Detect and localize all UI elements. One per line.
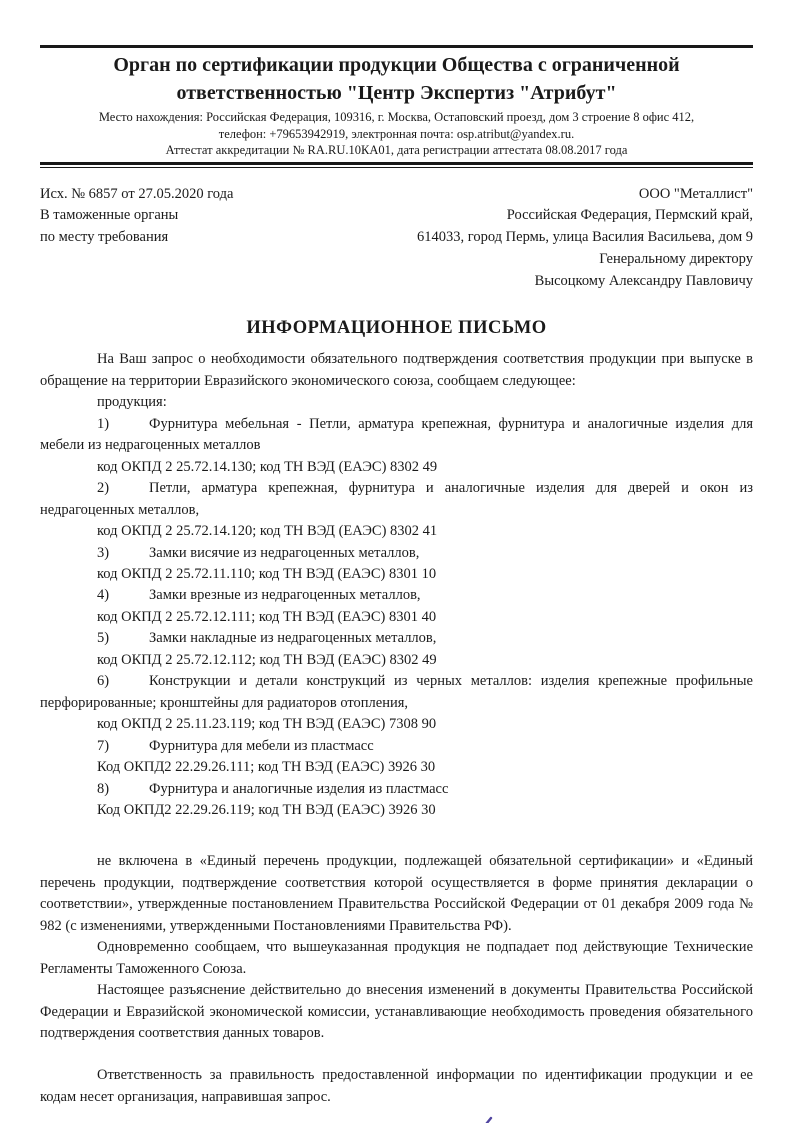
header-rule bbox=[40, 162, 753, 168]
item-text: Фурнитура для мебели из пластмасс bbox=[149, 737, 374, 754]
addressee-line1: В таможенные органы bbox=[40, 207, 179, 224]
paragraph-validity: Настоящее разъяснение действительно до внесения изменений в документы Правительства Российской Федерации и Евразийской экономической комиссии, устанавливающие необходимость проведения обязательного подтверждения соответствия данных товаров. bbox=[40, 982, 753, 1042]
item-code: код ОКПД 2 25.72.14.130; код ТН ВЭД (ЕАЭС) 8302 49 bbox=[97, 458, 438, 475]
item-number: 2) bbox=[97, 480, 110, 497]
item-text: Конструкции и детали конструкций из черных металлов: изделия крепежные профильные перфорированные; кронштейны для радиаторов отопления, bbox=[40, 673, 753, 711]
recipient-position: Генеральному директору bbox=[599, 250, 753, 267]
item-code: код ОКПД 2 25.72.11.110; код ТН ВЭД (ЕАЭС) 8301 10 bbox=[97, 565, 437, 582]
recipient-name: Высоцкому Александру Павловичу bbox=[534, 272, 753, 289]
org-accreditation: Аттестат аккредитации № RA.RU.10КА01, дата регистрации аттестата 08.08.2017 года bbox=[165, 143, 628, 158]
paragraph-simultaneously: Одновременно сообщаем, что вышеуказанная продукция не подпадает под действующие Технические Регламенты Таможенного Союза. bbox=[40, 939, 753, 977]
org-title: Орган по сертификации продукции Общества с ограниченной ответственностью "Центр Экспертиз "Атрибут" bbox=[113, 54, 680, 104]
org-address: Место нахождения: Российская Федерация, 109316, г. Москва, Остаповский проезд, дом 3 строение 8 офис 412, bbox=[98, 110, 695, 125]
list-item bbox=[40, 779, 753, 800]
addressee-line2: по месту требования bbox=[40, 229, 169, 246]
item-text: Фурнитура и аналогичные изделия из пластмасс bbox=[149, 780, 449, 797]
item-code: код ОКПД 2 25.72.14.120; код ТН ВЭД (ЕАЭС) 8302 41 bbox=[97, 523, 438, 540]
item-text: Замки накладные из недрагоценных металлов, bbox=[149, 630, 437, 647]
paragraph-responsibility: Ответственность за правильность предоставленной информации по идентификации продукции и ее кодам несет организация, направившая запрос. bbox=[40, 1067, 753, 1105]
item-code: код ОКПД 2 25.72.12.112; код ТН ВЭД (ЕАЭС) 8302 49 bbox=[97, 651, 437, 668]
outgoing-number: Исх. № 6857 от 27.05.2020 года bbox=[40, 185, 234, 202]
paragraph-not-included: не включена в «Единый перечень продукции, подлежащей обязательной сертификации» и «Единый перечень продукции, подтверждение соответствия которой осуществляется в форме принятия декларации о соответствии», утвержденные постановлением Правительства Российской Федерации от 01 декабря 2009 года № 982 (с изменениями, утвержденными Постановлениями Правительства РФ). bbox=[40, 853, 753, 934]
list-item bbox=[40, 543, 753, 564]
recipient-country: Российская Федерация, Пермский край, bbox=[506, 207, 753, 224]
item-code: код ОКПД 2 25.72.12.111; код ТН ВЭД (ЕАЭС) 8301 40 bbox=[97, 608, 437, 625]
outgoing-block bbox=[40, 184, 339, 293]
item-number: 3) bbox=[97, 544, 110, 561]
item-number: 8) bbox=[97, 780, 110, 797]
item-text: Петли, арматура крепежная, фурнитура и аналогичные изделия для дверей и окон из недрагоценных металлов, bbox=[40, 480, 753, 518]
product-list bbox=[40, 414, 753, 822]
item-text: Замки врезные из недрагоценных металлов, bbox=[149, 587, 421, 604]
item-code: Код ОКПД2 22.29.26.111; код ТН ВЭД (ЕАЭС) 3926 30 bbox=[97, 759, 436, 776]
item-number: 1) bbox=[97, 415, 110, 432]
intro-paragraph: На Ваш запрос о необходимости обязательного подтверждения соответствия продукции при выпуске в обращение на территории Евразийского экономического союза, сообщаем следующее: bbox=[40, 351, 753, 389]
products-label: продукция: bbox=[97, 394, 167, 411]
list-item bbox=[40, 736, 753, 757]
recipient-company: ООО "Металлист" bbox=[638, 185, 753, 202]
item-number: 5) bbox=[97, 630, 110, 647]
meta-block bbox=[40, 184, 753, 293]
recipient-block bbox=[354, 184, 753, 293]
item-number: 6) bbox=[97, 673, 110, 690]
item-text: Замки висячие из недрагоценных металлов, bbox=[149, 544, 420, 561]
list-item bbox=[40, 628, 753, 649]
top-rule bbox=[40, 45, 753, 48]
list-item bbox=[40, 414, 753, 457]
item-number: 4) bbox=[97, 587, 110, 604]
handwritten-signature-icon bbox=[371, 1118, 491, 1123]
list-item bbox=[40, 478, 753, 521]
letterhead bbox=[40, 52, 753, 159]
item-code: Код ОКПД2 22.29.26.119; код ТН ВЭД (ЕАЭС) 3926 30 bbox=[97, 801, 436, 818]
list-item bbox=[40, 585, 753, 606]
list-item bbox=[40, 671, 753, 714]
item-text: Фурнитура мебельная - Петли, арматура крепежная, фурнитура и аналогичные изделия для мебели из недрагоценных металлов bbox=[40, 415, 753, 454]
letter-title: ИНФОРМАЦИОННОЕ ПИСЬМО bbox=[246, 318, 547, 339]
recipient-address: 614033, город Пермь, улица Василия Васильева, дом 9 bbox=[417, 229, 753, 246]
org-contacts: телефон: +79653942919, электронная почта: osp.atribut@yandex.ru. bbox=[218, 126, 575, 141]
item-code: код ОКПД 2 25.11.23.119; код ТН ВЭД (ЕАЭС) 7308 90 bbox=[97, 716, 437, 733]
item-number: 7) bbox=[97, 737, 110, 754]
